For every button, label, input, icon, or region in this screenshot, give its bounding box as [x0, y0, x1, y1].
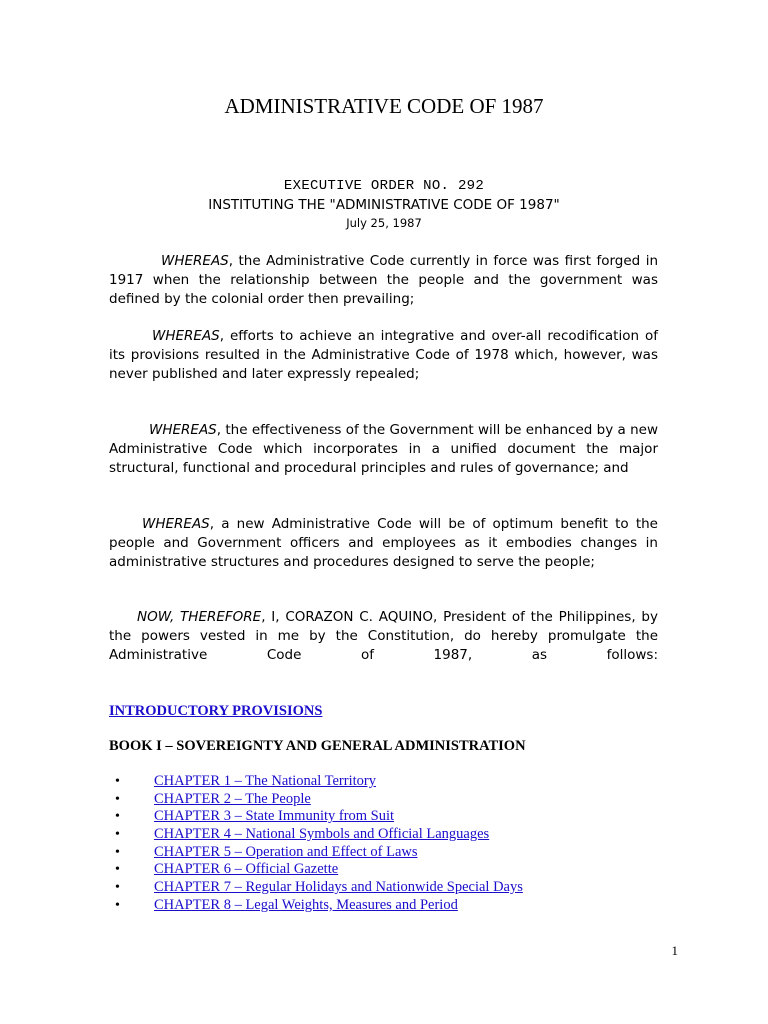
- bullet-icon: •: [115, 880, 120, 896]
- whereas-paragraph-4: [109, 515, 658, 572]
- whereas-text: , a new Administrative Code will be of optimum benefit to the people and Government officers and employees as it embodies changes in administrative structures and procedures designed to serve the people;: [109, 516, 658, 570]
- now-therefore-paragraph: [109, 608, 658, 665]
- list-item: [112, 791, 523, 809]
- list-item: [112, 844, 523, 862]
- list-item: [112, 773, 523, 791]
- bullet-icon: •: [115, 844, 120, 860]
- bullet-icon: •: [115, 774, 120, 789]
- bullet-icon: •: [115, 827, 120, 843]
- bullet-icon: •: [115, 809, 120, 825]
- chapter-7-link[interactable]: CHAPTER 7 – Regular Holidays and Nationwide Special Days: [154, 879, 523, 896]
- whereas-lead: WHEREAS: [152, 328, 220, 344]
- list-item: [112, 897, 523, 915]
- list-item: [112, 826, 523, 844]
- bullet-icon: •: [115, 862, 120, 878]
- executive-order-subtitle: INSTITUTING THE "ADMINISTRATIVE CODE OF 1987": [208, 197, 560, 213]
- chapter-3-link[interactable]: CHAPTER 3 – State Immunity from Suit: [154, 808, 395, 825]
- list-item: [112, 861, 523, 879]
- chapter-8-link[interactable]: CHAPTER 8 – Legal Weights, Measures and Period: [154, 896, 458, 913]
- whereas-lead: WHEREAS: [161, 253, 229, 269]
- executive-order-number: EXECUTIVE ORDER NO. 292: [283, 178, 485, 194]
- chapter-5-link[interactable]: CHAPTER 5 – Operation and Effect of Laws: [154, 843, 418, 860]
- list-item: [112, 879, 523, 897]
- list-item: [112, 808, 523, 826]
- chapter-list: [112, 773, 523, 915]
- book-i-heading: BOOK I – SOVEREIGNTY AND GENERAL ADMINISTRATION: [109, 738, 526, 754]
- now-therefore-lead: NOW, THEREFORE: [137, 609, 262, 625]
- whereas-paragraph-3: [109, 421, 658, 478]
- now-therefore-text: , I, CORAZON C. AQUINO, President of the Philippines, by the powers vested in me by the Constitution, do hereby promulgate the Administrative Code of 1987, as follows:: [109, 609, 658, 663]
- page-number: 1: [671, 943, 678, 958]
- whereas-paragraph-1: [109, 252, 658, 309]
- document-title: ADMINISTRATIVE CODE OF 1987: [224, 94, 544, 118]
- chapter-4-link[interactable]: CHAPTER 4 – National Symbols and Official Languages: [154, 826, 490, 843]
- whereas-text: , the Administrative Code currently in force was first forged in 1917 when the relationship between the people and the government was defined by the colonial order then prevailing;: [109, 253, 658, 307]
- chapter-6-link[interactable]: CHAPTER 6 – Official Gazette: [154, 861, 339, 878]
- whereas-text: , the effectiveness of the Government will be enhanced by a new Administrative Code which incorporates in a unified document the major structural, functional and procedural principles and rules of governance; and: [109, 422, 658, 476]
- chapter-2-link[interactable]: CHAPTER 2 – The People: [154, 790, 311, 807]
- bullet-icon: •: [115, 897, 120, 913]
- whereas-paragraph-2: [109, 327, 658, 384]
- chapter-1-link[interactable]: CHAPTER 1 – The National Territory: [154, 773, 376, 789]
- whereas-text: , efforts to achieve an integrative and over-all recodification of its provisions resulted in the Administrative Code of 1978 which, however, was never published and later expressly repealed;: [109, 328, 658, 382]
- executive-order-date: July 25, 1987: [346, 216, 422, 230]
- whereas-lead: WHEREAS: [149, 422, 217, 438]
- introductory-provisions-link[interactable]: INTRODUCTORY PROVISIONS: [109, 703, 323, 719]
- whereas-lead: WHEREAS: [142, 516, 210, 532]
- bullet-icon: •: [115, 791, 120, 807]
